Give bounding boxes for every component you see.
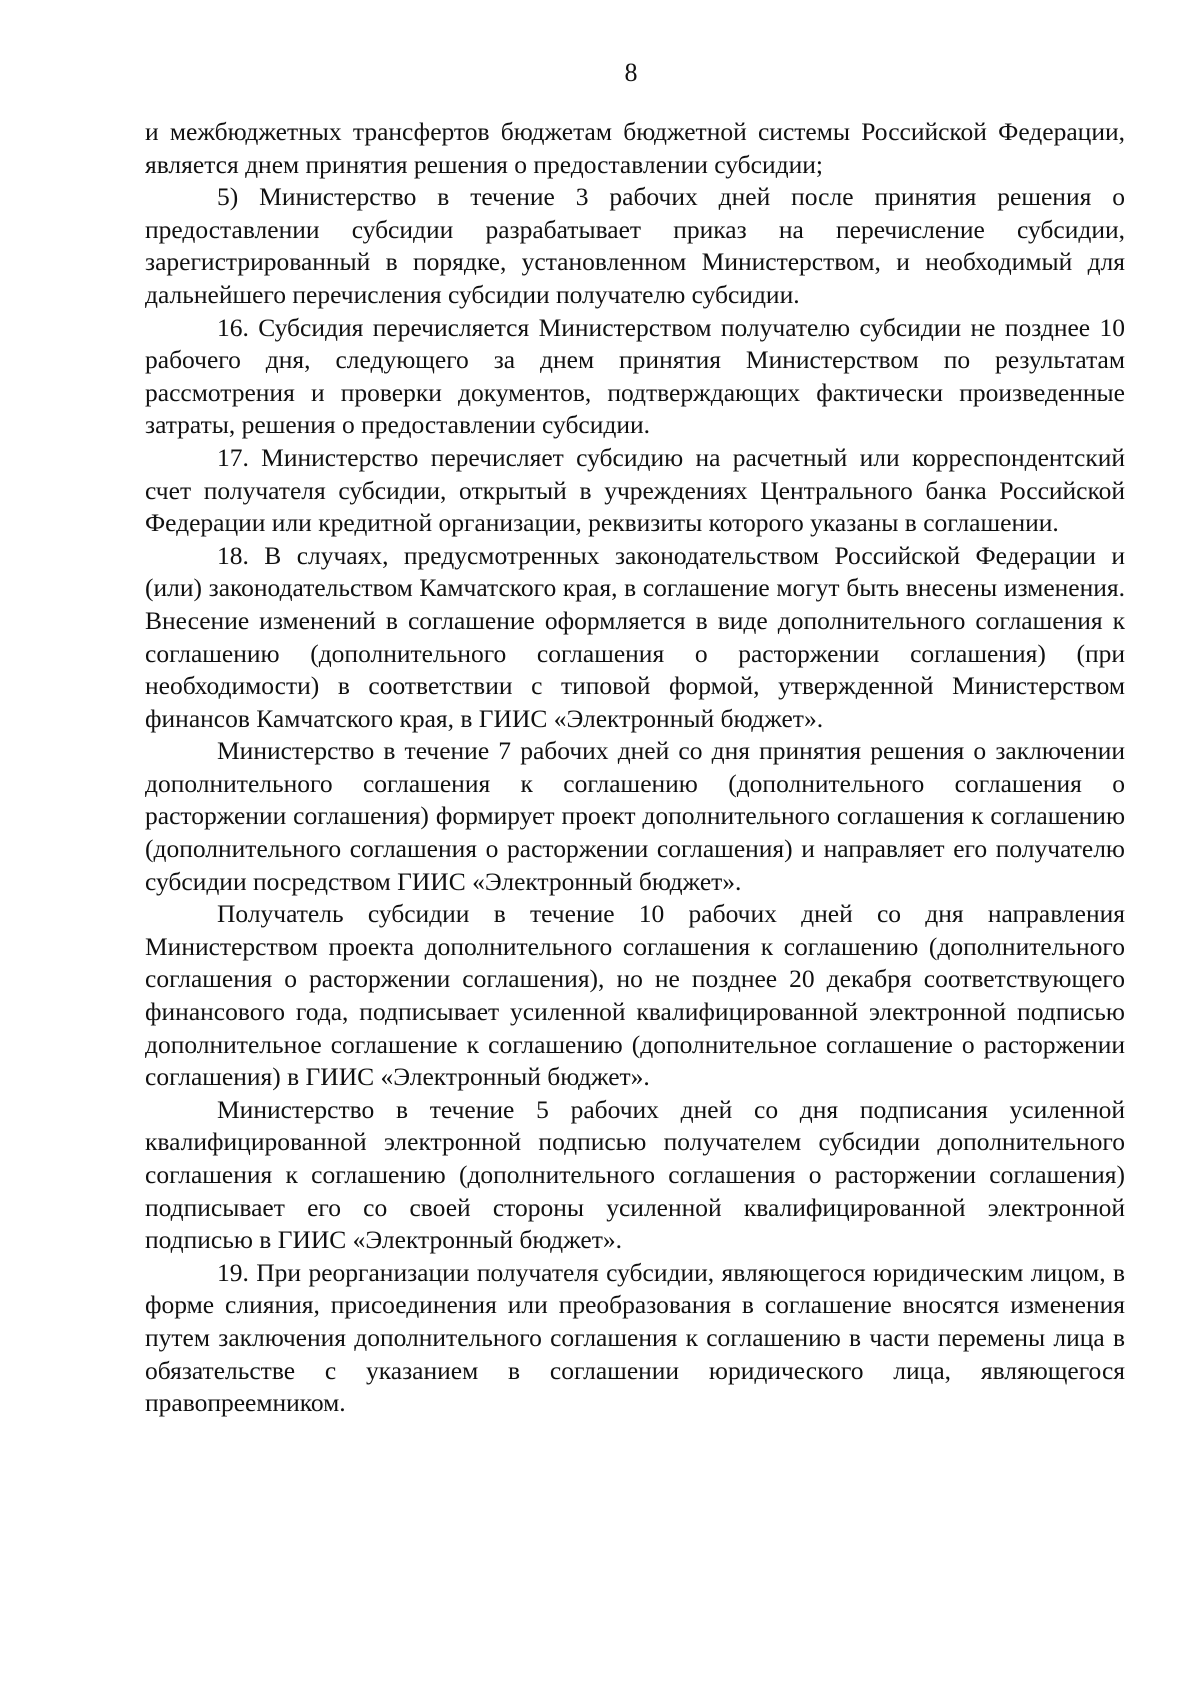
paragraph-18-recipient-10-days: Получатель субсидии в течение 10 рабочих дней со дня направления Министерством проекта дополнительного соглашения к соглашению (дополнительного соглашения о расторжении соглашения), но не позднее 20 декабря соответствующего финансового года, подписывает усиленной квалифицированной электронной подписью дополнительное соглашение к соглашению (дополнительное соглашение о расторжении соглашения) в ГИИС «Электронный бюджет». [145, 899, 1125, 1092]
paragraph-item-5: 5) Министерство в течение 3 рабочих дней после принятия решения о предоставлении субсидии разрабатывает приказ на перечисление субсидии, зарегистрированный в порядке, установленном Министерством, и необходимый для дальнейшего перечисления субсидии получателю субсидии. [145, 182, 1125, 309]
paragraph-continuation: и межбюджетных трансфертов бюджетам бюджетной системы Российской Федерации, является днем принятия решения о предоставлении субсидии; [145, 117, 1125, 179]
paragraph-16: 16. Субсидия перечисляется Министерством получателю субсидии не позднее 10 рабочего дня, следующего за днем принятия Министерством по результатам рассмотрения и проверки документов, подтверждающих фактически произведенные затраты, решения о предоставлении субсидии. [145, 312, 1125, 440]
document-body [145, 116, 1125, 1420]
paragraph-17: 17. Министерство перечисляет субсидию на расчетный или корреспондентский счет получателя субсидии, открытый в учреждениях Центрального банка Российской Федерации или кредитной организации, реквизиты которого указаны в соглашении. [145, 442, 1125, 538]
paragraph-18: 18. В случаях, предусмотренных законодательством Российской Федерации и (или) законодательством Камчатского края, в соглашение могут быть внесены изменения. Внесение изменений в соглашение оформляется в виде дополнительного соглашения к соглашению (дополнительного соглашения о расторжении соглашения) (при необходимости) в соответствии с типовой формой, утвержденной Министерством финансов Камчатского края, в ГИИС «Электронный бюджет». [145, 540, 1125, 733]
paragraph-19: 19. При реорганизации получателя субсидии, являющегося юридическим лицом, в форме слияния, присоединения или преобразования в соглашение вносятся изменения путем заключения дополнительного соглашения к соглашению в части перемены лица в обязательстве с указанием в соглашении юридического лица, являющегося правопреемником. [145, 1257, 1125, 1418]
paragraph-18-ministry-7-days: Министерство в течение 7 рабочих дней со дня принятия решения о заключении дополнительного соглашения к соглашению (дополнительного соглашения о расторжении соглашения) формирует проект дополнительного соглашения к соглашению (дополнительного соглашения о расторжении соглашения) и направляет его получателю субсидии посредством ГИИС «Электронный бюджет». [145, 736, 1125, 896]
page-number: 8 [624, 58, 638, 87]
paragraph-18-ministry-5-days: Министерство в течение 5 рабочих дней со дня подписания усиленной квалифицированной электронной подписью получателем субсидии дополнительного соглашения к соглашению (дополнительного соглашения о расторжении соглашения) подписывает его со своей стороны усиленной квалифицированной электронной подписью в ГИИС «Электронный бюджет». [145, 1094, 1125, 1255]
